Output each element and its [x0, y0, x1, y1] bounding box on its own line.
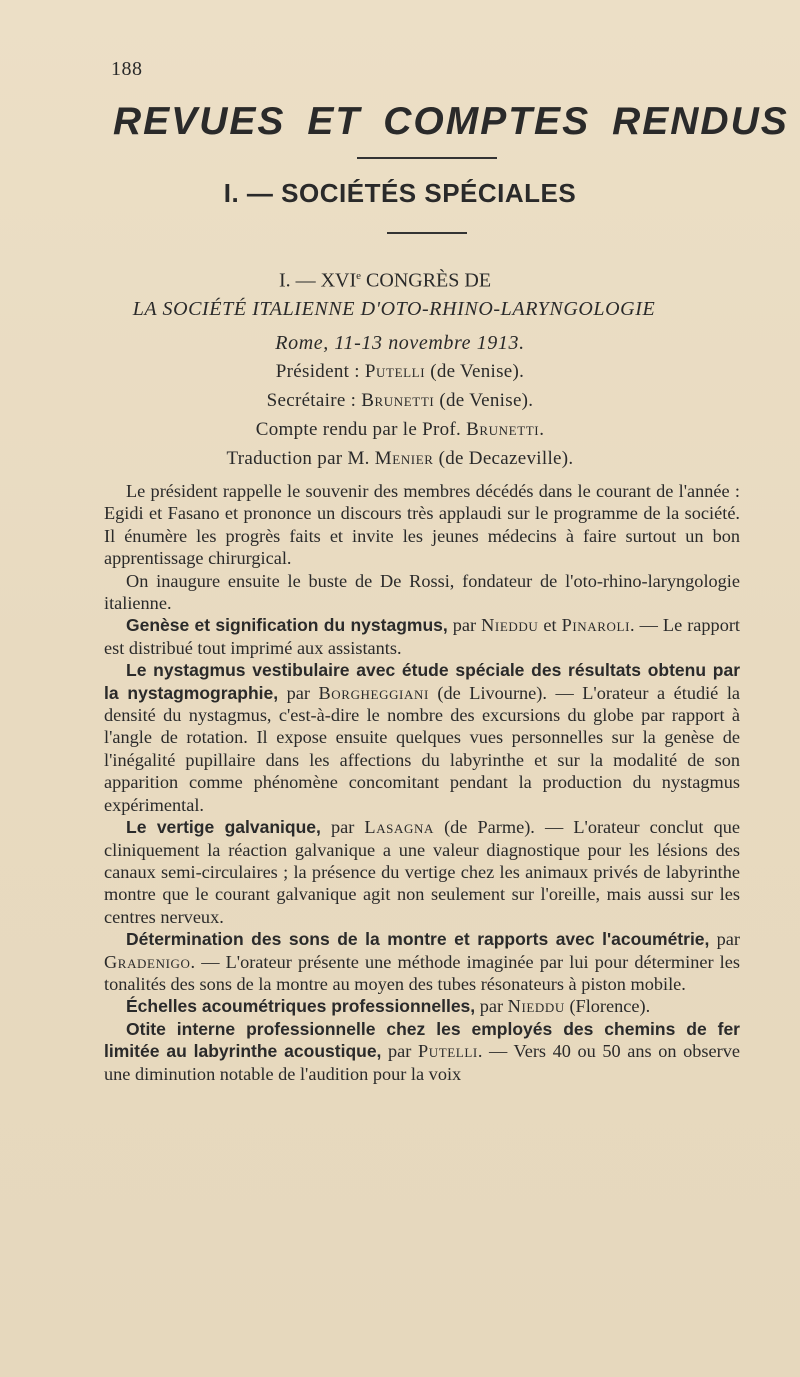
president-name: Putelli — [364, 360, 426, 382]
section-rule — [387, 232, 467, 234]
secretary-name: Brunetti — [361, 389, 435, 411]
secretary-line: Secrétaire : Brunetti (de Venise). — [266, 389, 534, 411]
author-name: Lasagna — [364, 817, 434, 838]
paragraph: Le nystagmus vestibulaire avec étude spéciale des résultats obtenu par la nystagmographie, par Borgheggiani (de Livourne). — L'orateur a étudié la densité du nystagmus, c'est-à-dire le nombre des excursions du globe par rapport à l'angle de rotation. Il expose ensuite quelques vues personnelles sur la genèse de l'inégalité pupillaire dans les affections du labyrinthe et sur la modalité de son apparition comme phénomène concomitant pendant la production du nystagmus expérimental. — [104, 660, 741, 815]
paragraph: Le président rappelle le souvenir des membres décédés dans le courant de l'année : Egidi et Fasano et prononce un discours très applaudi sur le programme de la société. Il énumère les progrès faits et invite les jeunes médecins à faire surtout un bon apprentissage chirurgical. — [104, 481, 740, 569]
main-title — [113, 100, 789, 144]
paragraph: Le vertige galvanique, par Lasagna (de Parme). — L'orateur conclut que cliniquement la réaction galvanique a une valeur diagnostique pour les lésions des canaux semi-circulaires ; la présence du vertige chez les animaux privés de labyrinthe montre que le courant galvanique agit non seulement sur l'oreille, mais aussi sur les centres nerveux. — [104, 817, 740, 927]
translator-name: Menier — [374, 447, 434, 469]
author-name: Pinaroli — [561, 615, 631, 636]
title-word: RENDUS — [612, 100, 789, 143]
author-name: Gradenigo — [104, 951, 191, 972]
communication-title: Le vertige galvanique, — [126, 817, 321, 838]
congress-place-date: Rome, 11-13 novembre 1913. — [275, 331, 525, 354]
paragraph: Échelles acoumétriques professionnelles, par Nieddu (Florence). — [126, 996, 651, 1017]
communication-title: Le nystagmus vestibulaire avec étude spéciale des résultats obtenu par la nystagmographie, — [104, 660, 740, 703]
report-line: Compte rendu par le Prof. Brunetti. — [255, 418, 545, 440]
congress-line-2: LA SOCIÉTÉ ITALIENNE D'OTO-RHINO-LARYNGOLOGIE — [132, 297, 656, 320]
title-rule — [357, 157, 497, 159]
translation-line: Traduction par M. Menier (de Decazeville). — [226, 447, 574, 469]
paragraph: Détermination des sons de la montre et rapports avec l'acoumétrie, par Gradenigo. — L'orateur présente une méthode imaginée par lui pour déterminer les tonalités des sons de la montre au moyen des tubes résonateurs à piston mobile. — [104, 929, 740, 994]
president-line: Président : Putelli (de Venise). — [275, 360, 525, 382]
title-word: COMPTES — [383, 100, 591, 143]
author-name: Nieddu — [507, 996, 565, 1017]
author-name: Nieddu — [481, 615, 539, 636]
author-name: Putelli — [417, 1041, 478, 1062]
page-number: 188 — [111, 58, 143, 80]
communication-title: Détermination des sons de la montre et rapports avec l'acoumétrie, — [126, 929, 710, 950]
communication-title: Échelles acoumétriques professionnelles, — [126, 996, 476, 1017]
congress-line-1: I. — XVIe CONGRÈS DE — [278, 269, 492, 292]
report-author: Brunetti — [466, 418, 540, 440]
paragraph: Genèse et signification du nystagmus, par Nieddu et Pinaroli. — Le rapport est distribué tout imprimé aux assistants. — [104, 615, 740, 658]
article-body — [104, 480, 740, 1085]
title-word: ET — [307, 100, 362, 143]
title-word: REVUES — [113, 100, 286, 143]
paragraph: On inaugure ensuite le buste de De Rossi, fondateur de l'oto-rhino-laryngologie italienne. — [104, 570, 740, 614]
communication-title: Otite interne professionnelle chez les employés des chemins de fer limitée au labyrinthe acoustique, — [104, 1018, 740, 1062]
author-name: Borgheggiani — [318, 682, 429, 703]
paragraph: Otite interne professionnelle chez les employés des chemins de fer limitée au labyrinthe acoustique, par Putelli. — Vers 40 ou 50 ans on observe une diminution notable de l'audition pour la voix — [104, 1018, 740, 1084]
congress-heading — [0, 262, 800, 473]
section-title: I. — SOCIÉTÉS SPÉCIALES — [223, 178, 577, 208]
communication-title: Genèse et signification du nystagmus, — [126, 615, 448, 636]
